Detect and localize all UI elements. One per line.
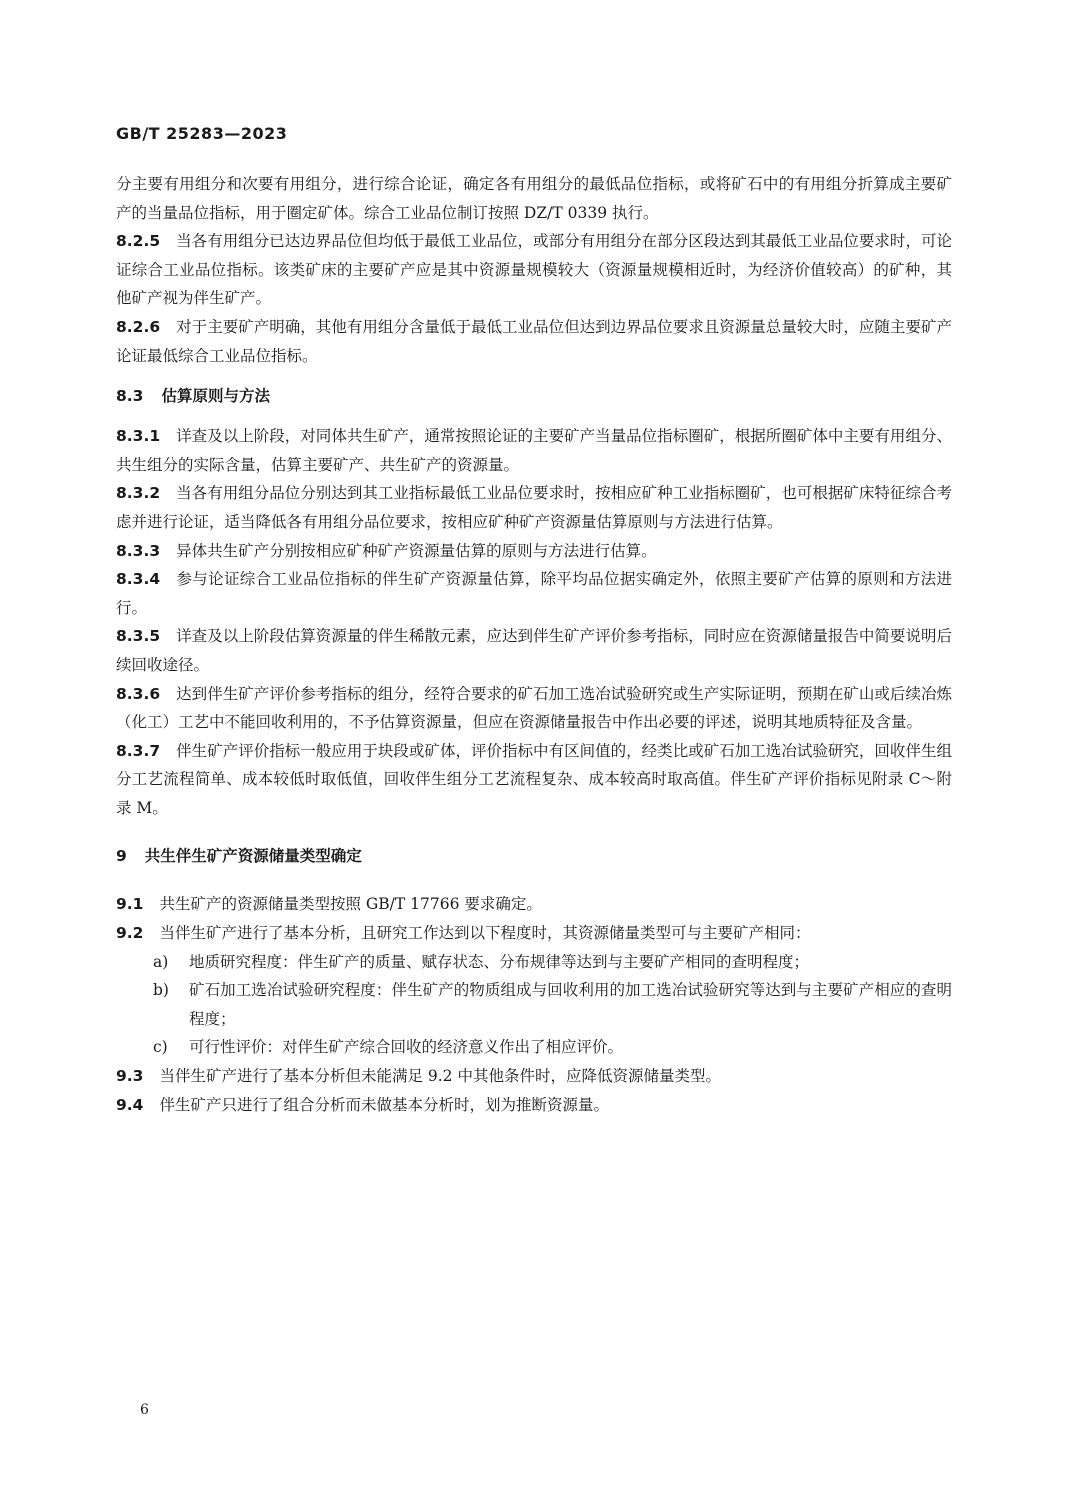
section-title: 估算原则与方法 (161, 387, 270, 406)
clause-number: 9.1 (116, 895, 144, 914)
section-9-heading (116, 842, 952, 870)
clause-number: 8.3.2 (116, 484, 161, 503)
clause-number: 8.3.4 (116, 570, 161, 589)
clause-8-3-7 (116, 737, 952, 823)
section-number: 9 (116, 847, 127, 866)
clause-8-3-5 (116, 622, 952, 679)
clause-number: 8.2.5 (116, 232, 161, 251)
clause-text: 伴生矿产只进行了组合分析而未做基本分析时，划为推断资源量。 (159, 1095, 609, 1114)
section-number: 8.3 (116, 387, 144, 406)
document-body (116, 170, 952, 1119)
clause-number: 9.2 (116, 924, 144, 943)
section-8-3-heading (116, 382, 952, 410)
clause-text: 当伴生矿产进行了基本分析，且研究工作达到以下程度时，其资源储量类型可与主要矿产相同： (159, 924, 811, 943)
clause-number: 9.3 (116, 1067, 144, 1086)
list-item (116, 976, 952, 1033)
clause-text: 当各有用组分品位分别达到其工业指标最低工业品位要求时，按相应矿种工业指标圈矿，也可根据矿床特征综合考虑并进行论证，适当降低各有用组分品位要求，按相应矿种矿产资源量估算原则与方法进行估算。 (116, 484, 952, 531)
clause-text: 共生矿产的资源储量类型按照 GB/T 17766 要求确定。 (159, 895, 542, 914)
clause-text: 详查及以上阶段，对同体共生矿产，通常按照论证的主要矿产当量品位指标圈矿，根据所圈矿体中主要有用组分、共生组分的实际含量，估算主要矿产、共生矿产的资源量。 (116, 427, 952, 474)
list-text: 可行性评价：对伴生矿产综合回收的经济意义作出了相应评价。 (189, 1038, 624, 1057)
clause-8-3-1 (116, 422, 952, 479)
page-number: 6 (140, 1402, 149, 1418)
clause-8-3-3 (116, 537, 952, 566)
clause-9-3 (116, 1062, 952, 1091)
clause-text: 参与论证综合工业品位指标的伴生矿产资源量估算，除平均品位据实确定外，依照主要矿产估算的原则和方法进行。 (116, 570, 952, 617)
continued-paragraph: 分主要有用组分和次要有用组分，进行综合论证，确定各有用组分的最低品位指标，或将矿石中的有用组分折算成主要矿产的当量品位指标，用于圈定矿体。综合工业品位制订按照 DZ/T 0339 执行。 (116, 175, 952, 222)
clause-text: 异体共生矿产分别按相应矿种矿产资源量估算的原则与方法进行估算。 (176, 541, 657, 560)
clause-8-3-2 (116, 479, 952, 536)
clause-8-2-6 (116, 313, 952, 370)
list-item (116, 948, 952, 977)
clause-text: 当伴生矿产进行了基本分析但未能满足 9.2 中其他条件时，应降低资源储量类型。 (159, 1067, 721, 1086)
list-marker: b) (153, 981, 169, 1000)
clause-number: 8.3.1 (116, 427, 161, 446)
clause-text: 详查及以上阶段估算资源量的伴生稀散元素，应达到伴生矿产评价参考指标，同时应在资源储量报告中简要说明后续回收途径。 (116, 627, 952, 674)
list-marker: c) (153, 1038, 168, 1057)
section-title: 共生伴生矿产资源储量类型确定 (144, 847, 362, 866)
clause-8-3-6 (116, 680, 952, 737)
clause-number: 8.3.7 (116, 741, 161, 760)
clause-text: 达到伴生矿产评价参考指标的组分，经符合要求的矿石加工选冶试验研究或生产实际证明，预期在矿山或后续冶炼（化工）工艺中不能回收利用的，不予估算资源量，但应在资源储量报告中作出必要的评述，说明其地质特征及含量。 (116, 684, 952, 732)
list-marker: a) (153, 952, 169, 971)
clause-text: 对于主要矿产明确，其他有用组分含量低于最低工业品位但达到边界品位要求且资源量总量较大时，应随主要矿产论证最低综合工业品位指标。 (116, 317, 952, 365)
clause-8-3-4 (116, 565, 952, 622)
clause-9-2 (116, 919, 952, 948)
clause-number: 8.3.6 (116, 684, 161, 703)
list-item (116, 1033, 952, 1062)
clause-text: 伴生矿产评价指标一般应用于块段或矿体，评价指标中有区间值的，经类比或矿石加工选冶试验研究，回收伴生组分工艺流程简单、成本较低时取低值，回收伴生组分工艺流程复杂、成本较高时取高值。伴生矿产评价指标见附录 C～附录 M。 (116, 741, 952, 817)
list-text: 矿石加工选冶试验研究程度：伴生矿产的物质组成与回收利用的加工选冶试验研究等达到与主要矿产相应的查明程度； (189, 981, 952, 1028)
standard-id-header: GB/T 25283—2023 (116, 124, 288, 143)
clause-number: 8.3.5 (116, 627, 161, 646)
clause-number: 9.4 (116, 1095, 144, 1114)
clause-number: 8.2.6 (116, 317, 161, 336)
list-text: 地质研究程度：伴生矿产的质量、赋存状态、分布规律等达到与主要矿产相同的查明程度； (189, 952, 810, 971)
clause-8-2-5 (116, 227, 952, 313)
clause-9-1 (116, 890, 952, 919)
clause-text: 当各有用组分已达边界品位但均低于最低工业品位，或部分有用组分在部分区段达到其最低工业品位要求时，可论证综合工业品位指标。该类矿床的主要矿产应是其中资源量规模较大（资源量规模相近时，为经济价值较高）的矿种，其他矿产视为伴生矿产。 (116, 232, 952, 308)
clause-9-4 (116, 1091, 952, 1120)
clause-number: 8.3.3 (116, 541, 161, 560)
